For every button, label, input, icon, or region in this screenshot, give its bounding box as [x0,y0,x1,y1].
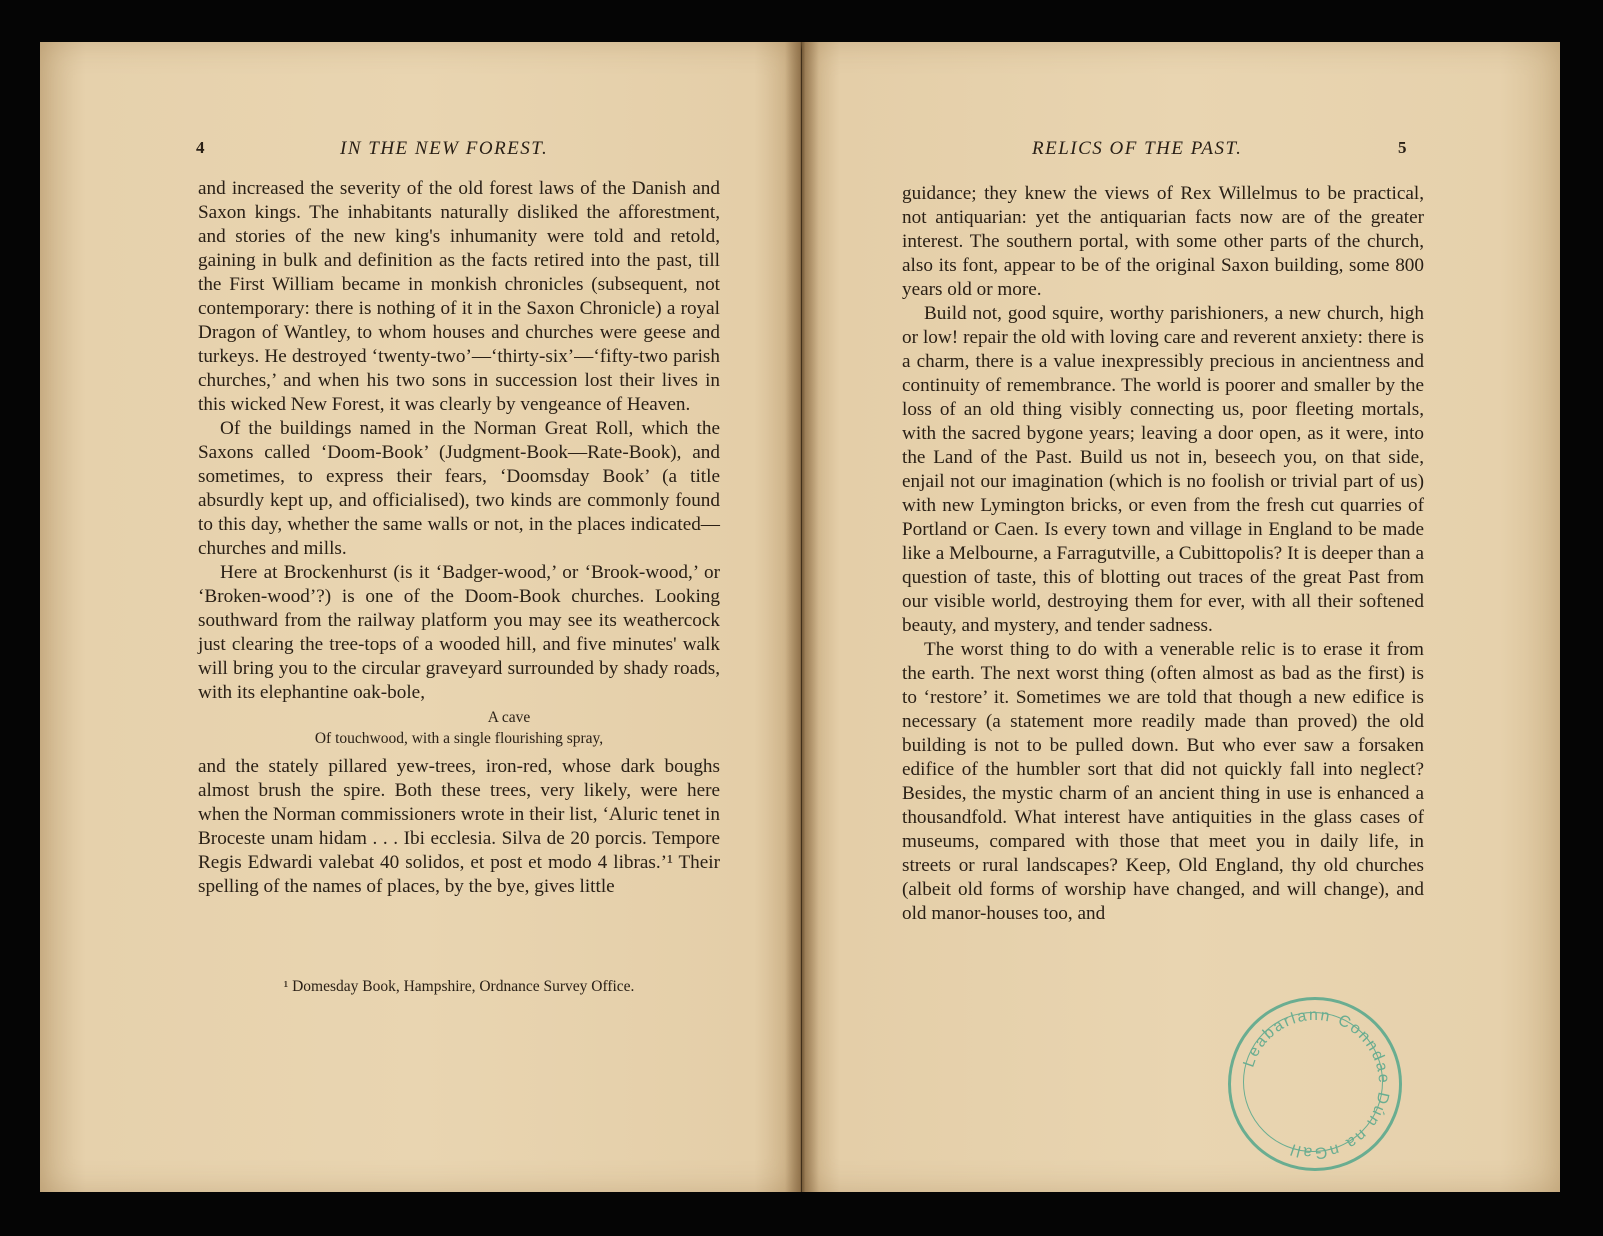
left-paragraph-1: and increased the severity of the old forest laws of the Danish and Saxon kings. The inhabitants naturally disliked the afforestment, and stories of the new king's inhumanity were told and retold, gaining in bulk and definition as the facts retired into the past, till the First William became in monkish chronicles (subsequent, not contemporary: there is nothing of it in the Saxon Chronicle) a royal Dragon of Wantley, to whom houses and churches were geese and turkeys. He destroyed ‘twenty-two’—‘thirty-six’—‘fifty-two parish churches,’ and when his two sons in succession lost their lives in this wicked New Forest, it was clearly by vengeance of Heaven. [198,178,720,415]
left-paragraph-3: Here at Brockenhurst (is it ‘Badger-wood,’ or ‘Brook-wood,’ or ‘Broken-wood’?) is one of the Doom-Book churches. Looking southward from the railway platform you may see its weathercock just clearing the tree-tops of a wooded hill, and five minutes' walk will bring you to the circular graveyard surrounded by shady roads, with its elephantine oak-bole, [198,562,720,703]
right-page-number: 5 [1398,138,1407,157]
left-body-text [198,177,720,899]
footnote: ¹ Domesday Book, Hampshire, Ordnance Survey Office. [283,978,635,995]
right-body-text [902,182,1424,926]
library-stamp-text [1231,1000,1399,1168]
left-page-number: 4 [196,138,205,157]
verse-line-1: A cave [487,709,531,726]
right-running-head: RELICS OF THE PAST. [1032,138,1243,159]
left-page [40,42,801,1192]
right-paragraph-2: Build not, good squire, worthy parishioners, a new church, high or low! repair the old with loving care and reverent anxiety: there is a charm, there is a value inexpressibly precious in ancientness and continuity of remembrance. The world is poorer and smaller by the loss of an old thing visibly connecting us, poor fleeting mortals, with the sacred bygone years; leaving a door open, as it were, into the Land of the Past. Build us not in, beseech you, on that side, enjail not our imagination (which is no foolish or trivial part of us) with new Lymington bricks, or even from the fresh cut quarries of Portland or Caen. Is every town and village in England to be made like a Melbourne, a Farragutville, a Cubittopolis? It is deeper than a question of taste, this of blotting out traces of the great Past from our visible world, destroying them for ever, with all their softened beauty, and mystery, and tender sadness. [902,303,1424,636]
library-stamp [1228,997,1402,1171]
verse-line-2: Of touchwood, with a single flourishing spray, [314,730,604,747]
left-paragraph-4: and the stately pillared yew-trees, iron-red, whose dark boughs almost brush the spire. Both these trees, very likely, were here when the Norman commissioners wrote in their list, ‘Aluric tenet in Broceste unam hidam . . . Ibi ecclesia. Silva de 20 porcis. Tempore Regis Edwardi valebat 40 solidos, et post et modo 4 libras.’¹ Their spelling of the names of places, by the bye, gives little [198,756,720,897]
verse-quote [198,707,720,749]
left-running-head: IN THE NEW FOREST. [340,138,549,159]
right-paragraph-3: The worst thing to do with a venerable relic is to erase it from the earth. The next worst thing (often almost as bad as the first) is to ‘restore’ it. Sometimes we are told that though a new edifice is necessary (a statement more readily made than proved) the old building is not to be pulled down. But who ever saw a forsaken edifice of the humbler sort that did not quickly fall into neglect? Besides, the mystic charm of an ancient thing in use is enhanced a thousandfold. What interest have antiquities in the glass cases of museums, compared with those that meet you in daily life, in streets or rural landscapes? Keep, Old England, thy old churches (albeit old forms of worship have changed, and will change), and old manor-houses too, and [902,639,1424,924]
book-gutter [785,42,819,1192]
right-page [802,42,1560,1192]
open-book [40,42,1560,1192]
svg-text:Leabarlann Conndae Dún na nGal: Leabarlann Conndae Dún na nGall [1240,1006,1393,1162]
right-paragraph-1: guidance; they knew the views of Rex Willelmus to be practical, not antiquarian: yet the antiquarian facts now are of the greater interest. The southern portal, with some other parts of the church, also its font, appear to be of the original Saxon building, some 800 years old or more. [902,183,1424,300]
left-paragraph-2: Of the buildings named in the Norman Great Roll, which the Saxons called ‘Doom-Book’ (Judgment-Book—Rate-Book), and sometimes, to express their fears, ‘Doomsday Book’ (a title absurdly kept up, and officialised), two kinds are commonly found to this day, whether the same walls or not, in the places indicated—churches and mills. [198,418,720,559]
